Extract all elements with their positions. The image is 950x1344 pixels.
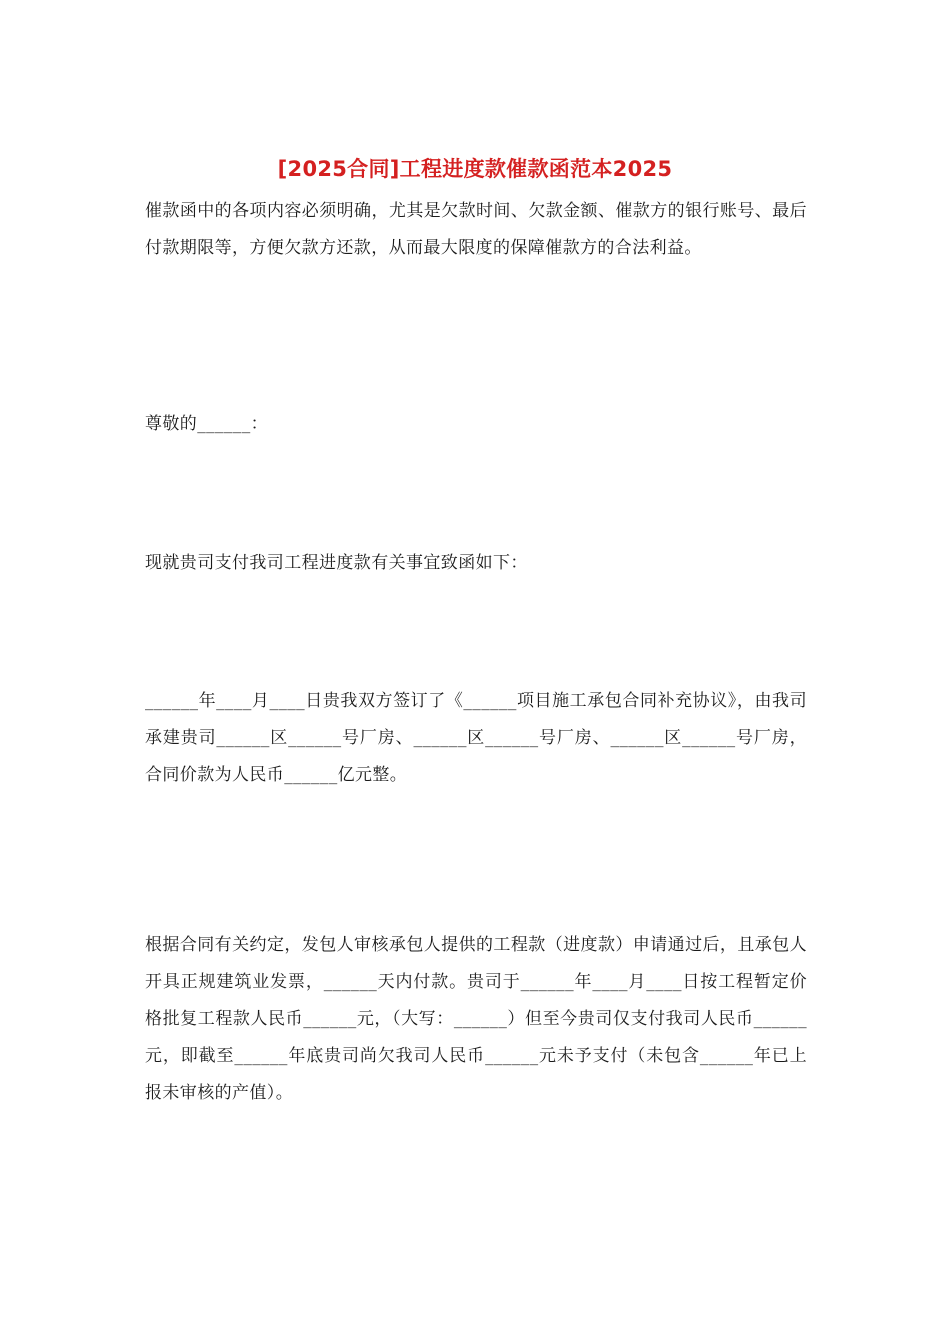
contract-signing-paragraph: ______年____月____日贵我双方签订了《______项目施工承包合同补充协议》，由我司承建贵司______区______号厂房、______区______号厂房、______区______号厂房，合同价款为人民币______亿元整。 — [145, 691, 807, 785]
intro-paragraph: 催款函中的各项内容必须明确，尤其是欠款时间、欠款金额、催款方的银行账号、最后付款期限等，方便欠款方还款，从而最大限度的保障催款方的合法利益。 — [145, 201, 807, 258]
greeting-paragraph: 尊敬的______： — [145, 414, 268, 434]
payment-terms-paragraph: 根据合同有关约定，发包人审核承包人提供的工程款（进度款）申请通过后，且承包人开具正规建筑业发票，______天内付款。贵司于______年____月____日按工程暂定价格批复工程款人民币______元，（大写：______）但至今贵司仅支付我司人民币______元，即截至______年底贵司尚欠我司人民币______元未予支付（未包含______年已上报未审核的产值）。 — [145, 935, 807, 1103]
opening-paragraph: 现就贵司支付我司工程进度款有关事宜致函如下： — [145, 553, 528, 573]
document-title: [2025合同]工程进度款催款函范本2025 — [277, 157, 673, 181]
